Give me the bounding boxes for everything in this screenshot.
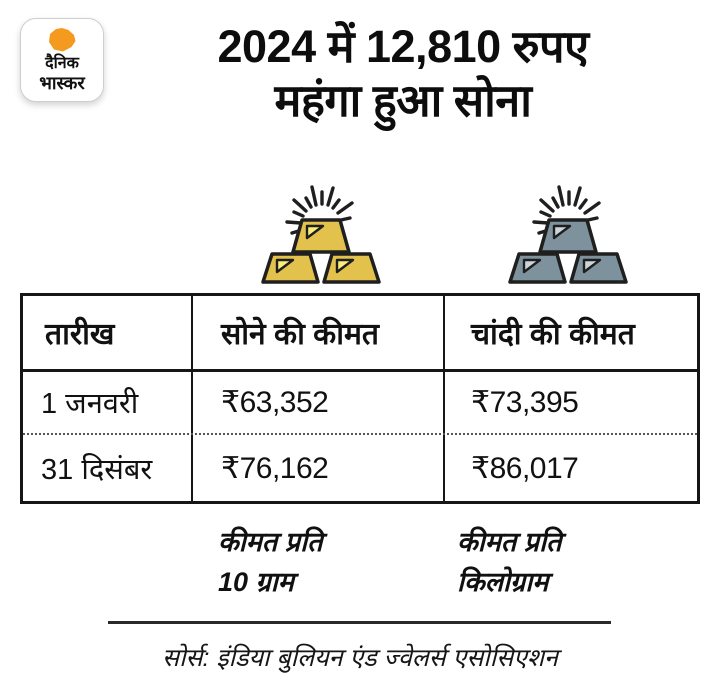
row1-date: 1 जनवरी [41,388,139,420]
sun-icon [48,28,76,52]
row1-silver-value: ₹73,395 [443,372,697,433]
header-date: तारीख [45,318,115,351]
gold-unit-line2: 10 ग्राम [218,567,294,597]
silver-unit-footnote [457,522,562,602]
price-table [20,293,700,504]
table-header-row [23,296,697,372]
gold-bars-icon [256,174,386,291]
dainik-bhaskar-logo [20,18,104,102]
row2-gold-value: ₹76,162 [191,435,443,501]
headline-line2: महंगा हुआ सोना [274,75,532,126]
silver-bars-icon [503,174,633,291]
gold-unit-footnote [218,522,323,602]
headline [96,20,710,128]
headline-line1: 2024 में 12,810 रुपए [217,21,589,72]
source-divider [108,621,611,624]
header-gold-price: सोने की कीमत [191,296,443,369]
table-row [23,372,697,435]
table-row [23,435,697,501]
source-text: सोर्स: इंडिया बुलियन एंड ज्वेलर्स एसोसिएशन [162,644,558,672]
row1-gold-value: ₹63,352 [191,372,443,433]
logo-text-line2: भास्कर [39,73,85,93]
logo-text-line1: दैनिक [45,55,79,72]
gold-unit-line1: कीमत प्रति [218,527,323,557]
silver-unit-line2: किलोग्राम [457,567,549,597]
row2-silver-value: ₹86,017 [443,435,697,501]
header-silver-price: चांदी की कीमत [443,296,697,369]
silver-unit-line1: कीमत प्रति [457,527,562,557]
row2-date: 31 दिसंबर [41,453,153,486]
